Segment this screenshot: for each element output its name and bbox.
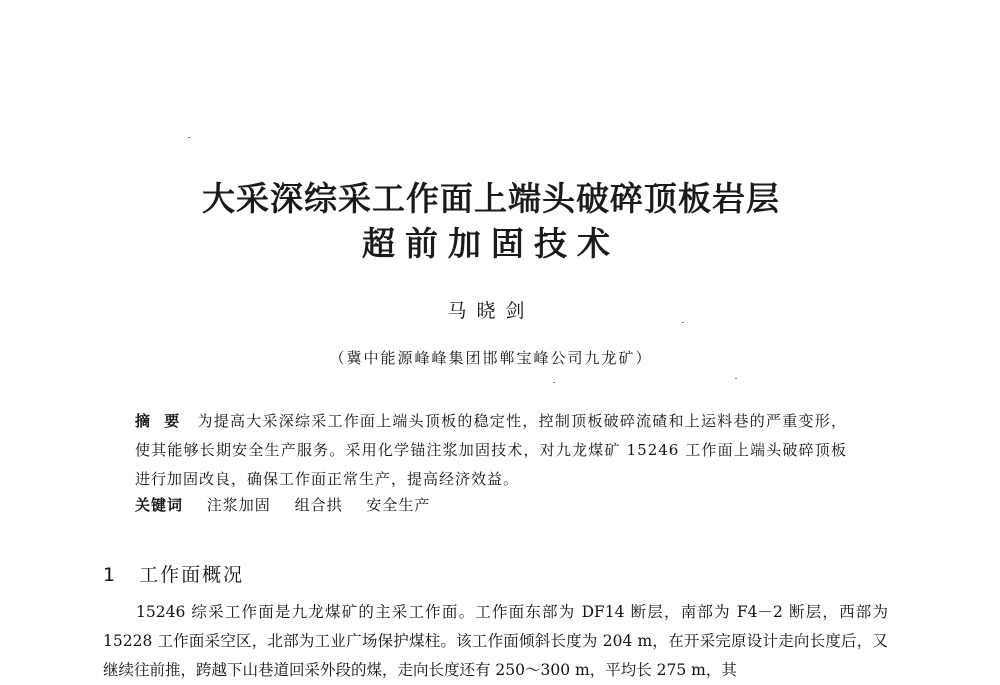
keyword: 安全生产 xyxy=(366,496,431,514)
body-paragraph xyxy=(103,598,888,685)
scan-speck xyxy=(553,382,555,383)
section-title: 工作面概况 xyxy=(139,564,245,586)
body-paragraph-text: 15246 综采工作面是九龙煤矿的主采工作面。工作面东部为 DF14 断层，南部为 F4－2 断层，西部为 15228 工作面采空区，北部为工业广场保护煤柱。该工作面倾斜长度为 204 m，在开采完原设计走向长度后，又继续往前推，跨越下山巷道回采外段的煤，走向长度还有 250～300 m，平均长 275 m，其 xyxy=(103,603,888,679)
scan-speck xyxy=(682,322,684,323)
section-number: 1 xyxy=(103,564,118,586)
keywords-label: 关键词 xyxy=(135,496,184,514)
title-line-2: 超前加固技术 xyxy=(362,224,620,263)
author-affiliation: （冀中能源峰峰集团邯郸宝峰公司九龙矿） xyxy=(329,349,653,367)
abstract-text: 为提高大采深综采工作面上端头顶板的稳定性，控制顶板破碎流碴和上运料巷的严重变形，使其能够长期安全生产服务。采用化学锚注浆加固技术，对九龙煤矿 15246 工作面上端头破碎顶板进行加固改良，确保工作面正常生产，提高经济效益。 xyxy=(135,412,847,488)
author-name: 马晓剑 xyxy=(447,300,535,322)
keywords xyxy=(135,494,448,515)
abstract-label: 摘要 xyxy=(135,412,194,430)
keyword: 组合拱 xyxy=(294,496,343,514)
title-line-1: 大采深综采工作面上端头破碎顶板岩层 xyxy=(202,179,780,218)
keyword: 注浆加固 xyxy=(206,496,271,514)
scan-speck xyxy=(735,378,737,379)
section-heading xyxy=(103,560,244,587)
scan-speck xyxy=(188,137,190,138)
abstract xyxy=(135,407,847,494)
